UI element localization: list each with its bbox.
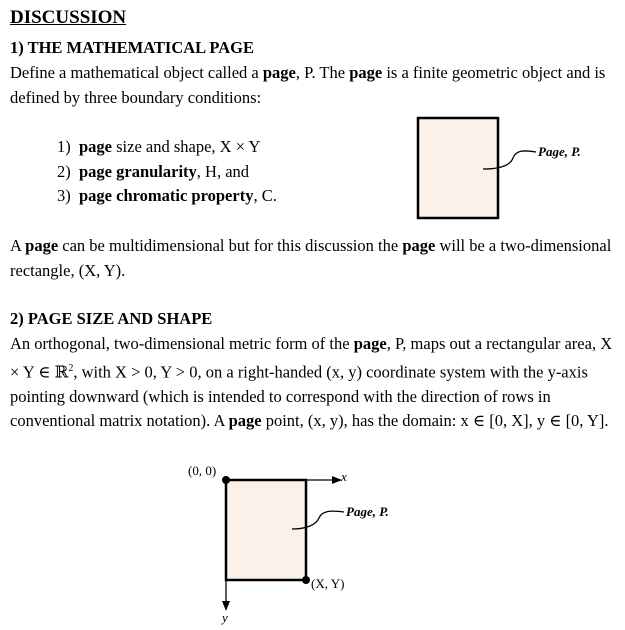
list-item-text: , C. bbox=[253, 186, 277, 205]
section-1-intro bbox=[10, 61, 615, 110]
page-label: Page, P. bbox=[538, 144, 581, 159]
superscript-2: 2 bbox=[68, 362, 74, 374]
list-item-bold: page granularity bbox=[79, 161, 197, 181]
page-rectangle bbox=[418, 118, 498, 218]
corner-label: (X, Y) bbox=[311, 576, 345, 591]
document-title: DISCUSSION bbox=[10, 7, 127, 28]
list-item-bold: page chromatic property bbox=[79, 186, 254, 205]
list-item bbox=[57, 160, 277, 185]
page-rectangle bbox=[226, 480, 306, 580]
list-item-number: 1) bbox=[57, 137, 71, 156]
boundary-conditions-list bbox=[57, 135, 277, 209]
x-axis-label: x bbox=[341, 469, 347, 484]
section-2-heading: 2) PAGE SIZE AND SHAPE bbox=[10, 309, 213, 328]
outro-text-a: A bbox=[10, 236, 26, 255]
intro-text-e: is a finite geometric object and is defined by three boundary conditions: bbox=[10, 63, 606, 107]
list-item bbox=[57, 135, 277, 160]
paragraph-bold-page-2: page bbox=[228, 411, 262, 430]
list-item-bold: page bbox=[79, 137, 112, 156]
list-item-number: 2) bbox=[57, 161, 71, 181]
coordinate-figure bbox=[180, 458, 420, 626]
list-item-text: , H, and bbox=[196, 161, 250, 181]
origin-label: (0, 0) bbox=[188, 463, 217, 478]
y-axis-label: y bbox=[222, 610, 228, 625]
outro-text-c: can be multidimensional but for this discussion the bbox=[58, 236, 403, 255]
intro-bold-page-2: page bbox=[349, 63, 383, 82]
paragraph-text-c: , P, maps out a rectangular area, X × Y ∈ ℝ bbox=[10, 334, 613, 381]
list-item-text: size and shape, X × Y bbox=[112, 137, 261, 156]
section-2-paragraph bbox=[10, 332, 615, 434]
paragraph-bold-page-1: page bbox=[353, 334, 387, 353]
section-1-outro bbox=[10, 234, 615, 283]
origin-point bbox=[222, 476, 230, 484]
section-1-heading: 1) THE MATHEMATICAL PAGE bbox=[10, 38, 255, 57]
paragraph-text-d: , with X > 0, Y > 0, on a right-handed (x, y) coordinate system with the y-axis pointing downward (which is intended to correspond with the direction of rows in conventional matrix notation). A bbox=[10, 362, 588, 430]
intro-bold-page-1: page bbox=[262, 63, 296, 82]
outro-text-e: will be a two-dimensional rectangle, (X, Y). bbox=[10, 236, 612, 280]
page-label: Page, P. bbox=[346, 504, 389, 519]
list-item-number: 3) bbox=[57, 186, 71, 205]
paragraph-text-f: point, (x, y), has the domain: x ∈ [0, X], y ∈ [0, Y]. bbox=[261, 411, 609, 430]
outro-bold-page-1: page bbox=[25, 236, 59, 255]
intro-text-c: , P. The bbox=[295, 63, 350, 82]
list-item bbox=[57, 184, 277, 209]
paragraph-text-a: An orthogonal, two-dimensional metric form of the bbox=[10, 334, 354, 353]
corner-point bbox=[302, 576, 310, 584]
outro-bold-page-2: page bbox=[402, 236, 436, 255]
intro-text-a: Define a mathematical object called a bbox=[10, 63, 263, 82]
page-figure-1 bbox=[410, 112, 620, 224]
